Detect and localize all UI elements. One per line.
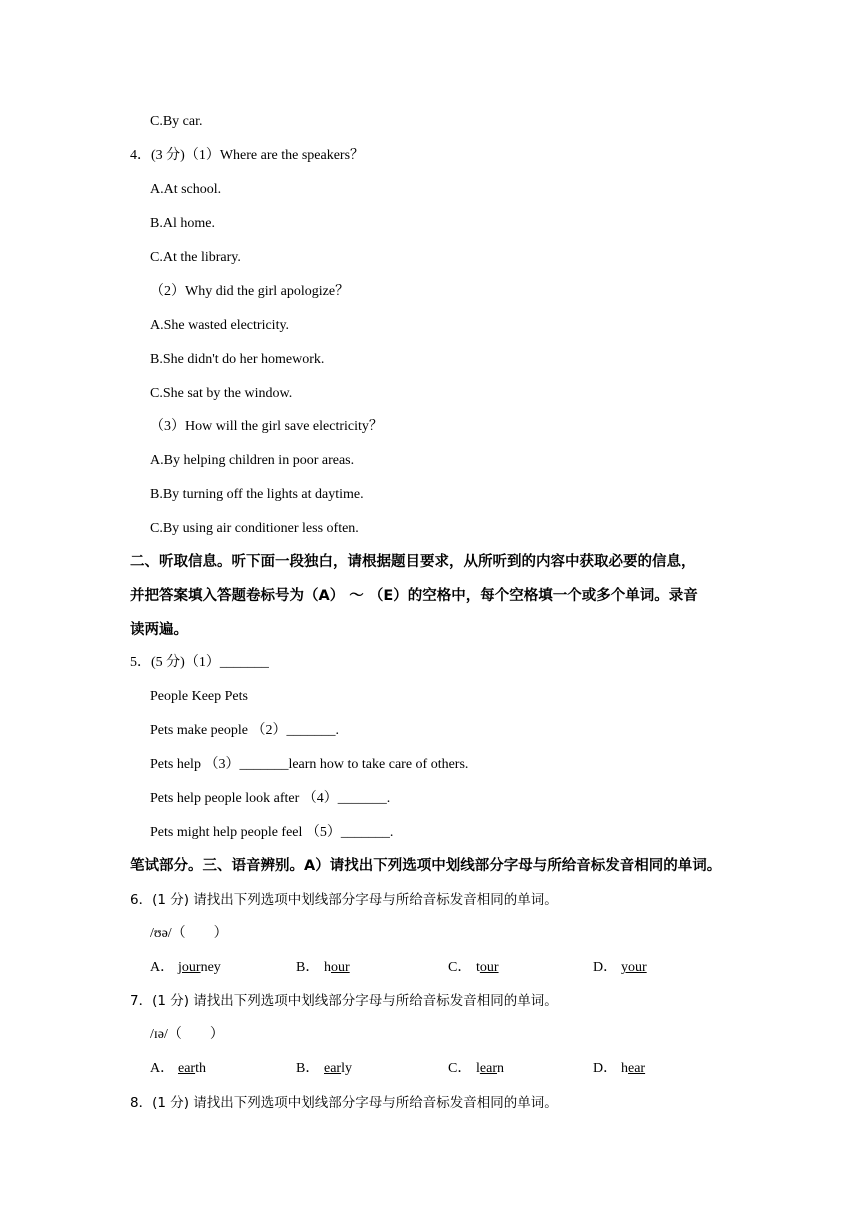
q5-header: 5．(5 分)（1）_______: [130, 655, 269, 670]
q7-option-b: B． early: [296, 1061, 352, 1076]
section2-line3: 读两遍。: [130, 622, 188, 638]
q4-header: 4．(3 分)（1）Where are the speakers？: [130, 148, 365, 163]
section3-title: 笔试部分。三、语音辨别。A）请找出下列选项中划线部分字母与所给音标发音相同的单词。: [130, 858, 722, 874]
q4-1-option-b: B.Al home.: [150, 216, 215, 231]
q5-line2: Pets make people （2）_______.: [150, 723, 339, 738]
q3-option-c: C.By car.: [150, 114, 203, 129]
q6-option-d: D． your: [593, 960, 647, 975]
section2-line1: 二、听取信息。听下面一段独白，请根据题目要求，从所听到的内容中获取必要的信息，: [130, 554, 696, 570]
q6-option-a: A． journey: [150, 960, 221, 975]
q6-phonetic: /ʊə/（ ）: [150, 926, 228, 941]
q7-option-d: D． hear: [593, 1061, 646, 1076]
q5-line1: People Keep Pets: [150, 689, 248, 704]
q4-3-option-b: B.By turning off the lights at daytime.: [150, 487, 364, 502]
q4-3-option-c: C.By using air conditioner less often.: [150, 521, 359, 536]
q4-2-option-c: C.She sat by the window.: [150, 386, 293, 401]
q4-2-option-a: A.She wasted electricity.: [150, 318, 290, 333]
q6-option-b: B． hour: [296, 960, 350, 975]
q7-option-c: C． learn: [448, 1061, 504, 1076]
q7-header: 7．(1 分) 请找出下列选项中划线部分字母与所给音标发音相同的单词。: [130, 993, 558, 1009]
q4-3-question: （3）How will the girl save electricity？: [150, 419, 383, 434]
section2-line2: 并把答案填入答题卷标号为（A） ～ （E）的空格中，每个空格填一个或多个单词。录音: [130, 588, 698, 604]
q4-2-question: （2）Why did the girl apologize？: [150, 284, 350, 299]
q4-1-option-a: A.At school.: [150, 182, 222, 197]
q4-2-option-b: B.She didn't do her homework.: [150, 352, 325, 367]
q5-line3: Pets help （3）_______learn how to take care of others.: [150, 757, 469, 772]
q8-header: 8．(1 分) 请找出下列选项中划线部分字母与所给音标发音相同的单词。: [130, 1095, 558, 1111]
q4-3-option-a: A.By helping children in poor areas.: [150, 453, 355, 468]
q5-line5: Pets might help people feel （5）_______.: [150, 825, 394, 840]
q6-header: 6．(1 分) 请找出下列选项中划线部分字母与所给音标发音相同的单词。: [130, 892, 558, 908]
q6-option-c: C． tour: [448, 960, 499, 975]
q4-1-option-c: C.At the library.: [150, 250, 241, 265]
q7-option-a: A． earth: [150, 1061, 206, 1076]
q5-line4: Pets help people look after （4）_______.: [150, 791, 391, 806]
q7-phonetic: /ɪə/（ ）: [150, 1027, 224, 1042]
